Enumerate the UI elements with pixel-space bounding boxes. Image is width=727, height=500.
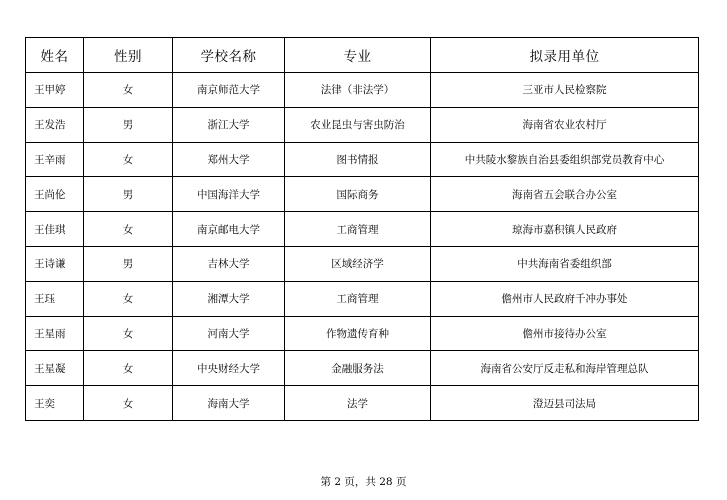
table-row (26, 351, 699, 386)
cell-major: 法律（非法学） (285, 73, 431, 108)
cell-major: 金融服务法 (285, 351, 431, 386)
cell-gender: 女 (84, 281, 173, 316)
cell-school: 河南大学 (173, 316, 285, 351)
header-major: 专业 (285, 38, 431, 73)
cell-major: 作物遗传育种 (285, 316, 431, 351)
cell-school: 中国海洋大学 (173, 177, 285, 212)
cell-name: 王星雨 (26, 316, 84, 351)
cell-name: 王辛雨 (26, 142, 84, 177)
cell-unit: 中共陵水黎族自治县委组织部党员教育中心 (431, 142, 699, 177)
cell-name: 王佳琪 (26, 212, 84, 247)
cell-name: 王诗谦 (26, 246, 84, 281)
table-row (26, 142, 699, 177)
table-row (26, 281, 699, 316)
table-row (26, 246, 699, 281)
table-row (26, 107, 699, 142)
header-gender: 性别 (84, 38, 173, 73)
header-row (26, 38, 699, 73)
table-row (26, 73, 699, 108)
cell-school: 浙江大学 (173, 107, 285, 142)
cell-name: 王珏 (26, 281, 84, 316)
header-unit: 拟录用单位 (431, 38, 699, 73)
table-row (26, 316, 699, 351)
cell-name: 王发浩 (26, 107, 84, 142)
cell-school: 海南大学 (173, 386, 285, 421)
cell-gender: 女 (84, 73, 173, 108)
table-row (26, 177, 699, 212)
cell-unit: 海南省农业农村厅 (431, 107, 699, 142)
cell-unit: 琼海市嘉积镇人民政府 (431, 212, 699, 247)
cell-gender: 女 (84, 316, 173, 351)
page-number: 第 2 页，共 28 页 (320, 476, 407, 488)
cell-major: 国际商务 (285, 177, 431, 212)
recruitment-table (25, 37, 699, 421)
cell-gender: 男 (84, 246, 173, 281)
table-row (26, 212, 699, 247)
cell-gender: 男 (84, 107, 173, 142)
header-school: 学校名称 (173, 38, 285, 73)
cell-gender: 女 (84, 351, 173, 386)
cell-unit: 三亚市人民检察院 (431, 73, 699, 108)
cell-unit: 海南省五会联合办公室 (431, 177, 699, 212)
cell-name: 王尚伦 (26, 177, 84, 212)
cell-name: 王甲婷 (26, 73, 84, 108)
table-header (26, 38, 699, 73)
cell-gender: 男 (84, 177, 173, 212)
cell-major: 工商管理 (285, 212, 431, 247)
header-name: 姓名 (26, 38, 84, 73)
cell-gender: 女 (84, 142, 173, 177)
cell-unit: 儋州市人民政府千冲办事处 (431, 281, 699, 316)
cell-school: 吉林大学 (173, 246, 285, 281)
cell-unit: 儋州市接待办公室 (431, 316, 699, 351)
cell-gender: 女 (84, 212, 173, 247)
cell-major: 农业昆虫与害虫防治 (285, 107, 431, 142)
cell-name: 王星凝 (26, 351, 84, 386)
cell-major: 法学 (285, 386, 431, 421)
cell-major: 区域经济学 (285, 246, 431, 281)
cell-major: 图书情报 (285, 142, 431, 177)
cell-name: 王奕 (26, 386, 84, 421)
cell-school: 中央财经大学 (173, 351, 285, 386)
cell-unit: 澄迈县司法局 (431, 386, 699, 421)
cell-school: 南京邮电大学 (173, 212, 285, 247)
cell-unit: 中共海南省委组织部 (431, 246, 699, 281)
table-body (26, 73, 699, 421)
cell-major: 工商管理 (285, 281, 431, 316)
cell-school: 湘潭大学 (173, 281, 285, 316)
cell-unit: 海南省公安厅反走私和海岸管理总队 (431, 351, 699, 386)
table-row (26, 386, 699, 421)
cell-school: 南京师范大学 (173, 73, 285, 108)
cell-school: 郑州大学 (173, 142, 285, 177)
cell-gender: 女 (84, 386, 173, 421)
